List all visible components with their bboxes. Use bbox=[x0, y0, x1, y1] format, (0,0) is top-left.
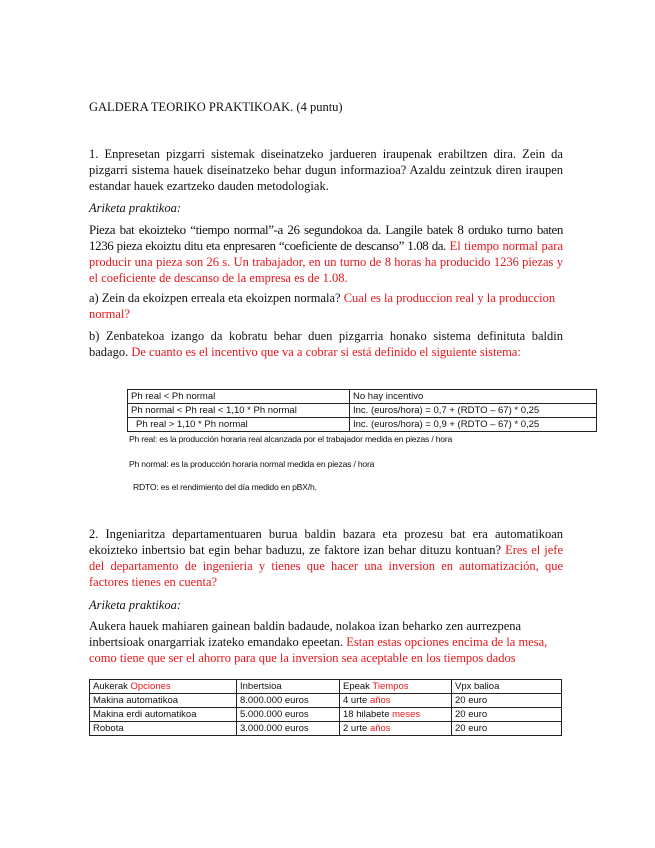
question-1-text: 1. Enpresetan pizgarri sistemak diseinatzeko jardueren iraupenak erabiltzen dira. Zein da pizgarri sistema hauek diseinatzeko behar dugun informazioa? Azaldu zeintzuk diren iraupen estandar hauek ezartzeko dauden metodologiak. bbox=[89, 147, 563, 193]
question-1a bbox=[89, 290, 563, 322]
question-1-example-label: Ariketa praktikoa: bbox=[89, 201, 181, 215]
cell-investment: 3.000.000 euros bbox=[237, 722, 340, 736]
note-ph-real: Ph real: es la producción horaria real alcanzada por el trabajador medida en piezas / hora bbox=[129, 434, 453, 444]
table-cell: Inc. (euros/hora) = 0,9 + (RDTO – 67) * 0,25 bbox=[350, 418, 597, 432]
table-row bbox=[128, 404, 597, 418]
question-2-example-label: Ariketa praktikoa: bbox=[89, 598, 181, 612]
cell-term: 18 hilabete meses bbox=[340, 708, 452, 722]
cell-option: Makina automatikoa bbox=[90, 694, 237, 708]
question-1b-text: b) Zenbatekoa izango da kobratu behar duen pizgarria honako sistema definituta baldin badago. bbox=[89, 329, 563, 359]
cell-option: Makina erdi automatikoa bbox=[90, 708, 237, 722]
table-row bbox=[128, 418, 597, 432]
header-options: Aukerak Opciones bbox=[90, 680, 237, 694]
cell-term: 2 urte años bbox=[340, 722, 452, 736]
question-2-example-text: Aukera hauek mahiaren gainean baldin badaude, nolakoa izan beharko zen aurrezpena inbertsioak onargarriak izateko emandako epeetan. bbox=[89, 619, 522, 649]
header-terms: Epeak Tiempos bbox=[340, 680, 452, 694]
note-rdto: RDTO: es el rendimiento del día medido en pBX/h. bbox=[133, 482, 317, 492]
cell-term: 4 urte años bbox=[340, 694, 452, 708]
table-row bbox=[90, 694, 562, 708]
table-row bbox=[90, 708, 562, 722]
table-row bbox=[90, 722, 562, 736]
table-row bbox=[128, 390, 597, 404]
header-investment: Inbertsioa bbox=[237, 680, 340, 694]
question-1b-translation: De cuanto es el incentivo que va a cobrar si está definido el siguiente sistema: bbox=[131, 345, 521, 359]
question-2-text: 2. Ingeniaritza departamentuaren burua baldin bazara eta prozesu bat era automatikoan ekoizteko inbertsio bat egin behar baduzu, ze faktore izan behar dituzu kontuan? bbox=[89, 527, 563, 557]
cell-vpx: 20 euro bbox=[452, 694, 562, 708]
table-cell: Ph real > 1,10 * Ph normal bbox=[128, 418, 350, 432]
question-2-example-translation: Estan estas opciones encima de la mesa, como tiene que ser el ahorro para que la inversion sea aceptable en los tiempos dados bbox=[89, 635, 548, 665]
question-2-translation: Eres el jefe del departamento de ingenieria y tienes que hacer una inversion en automatización, que factores tienes en cuenta? bbox=[89, 543, 563, 589]
note-ph-normal: Ph normal: es la producción horaria normal medida en piezas / hora bbox=[129, 459, 375, 469]
question-1b bbox=[89, 328, 563, 360]
table-cell: Inc. (euros/hora) = 0,7 + (RDTO – 67) * 0,25 bbox=[350, 404, 597, 418]
example-translation: El tiempo normal para producir una pieza son 26 s. Un trabajador, en un turno de 8 horas ha producido 1236 piezas y el coeficiente de descanso de la empresa es de 1.08. bbox=[89, 239, 563, 285]
cell-vpx: 20 euro bbox=[452, 708, 562, 722]
table-cell: Ph normal < Ph real < 1,10 * Ph normal bbox=[128, 404, 350, 418]
page-heading: GALDERA TEORIKO PRAKTIKOAK. (4 puntu) bbox=[89, 100, 343, 114]
header-vpx: Vpx balioa bbox=[452, 680, 562, 694]
incentive-table bbox=[127, 389, 597, 432]
question-2 bbox=[89, 526, 563, 590]
table-header-row bbox=[90, 680, 562, 694]
table-cell: No hay incentivo bbox=[350, 390, 597, 404]
question-1a-translation: Cual es la produccion real y la produccion normal? bbox=[89, 291, 556, 321]
example-statement: Pieza bat ekoizteko “tiempo normal”-a 26 segundokoa da. Langile batek 8 orduko turno baten 1236 pieza ekoiztu ditu eta enpresaren “coeficiente de descanso” 1.08 da. bbox=[89, 222, 563, 253]
question-1-example bbox=[89, 222, 563, 286]
question-2-example bbox=[89, 618, 567, 666]
cell-investment: 8.000.000 euros bbox=[237, 694, 340, 708]
cell-investment: 5.000.000 euros bbox=[237, 708, 340, 722]
question-1a-text: a) Zein da ekoizpen erreala eta ekoizpen normala? bbox=[89, 291, 341, 305]
options-table bbox=[89, 679, 562, 736]
cell-vpx: 20 euro bbox=[452, 722, 562, 736]
table-cell: Ph real < Ph normal bbox=[128, 390, 350, 404]
cell-option: Robota bbox=[90, 722, 237, 736]
